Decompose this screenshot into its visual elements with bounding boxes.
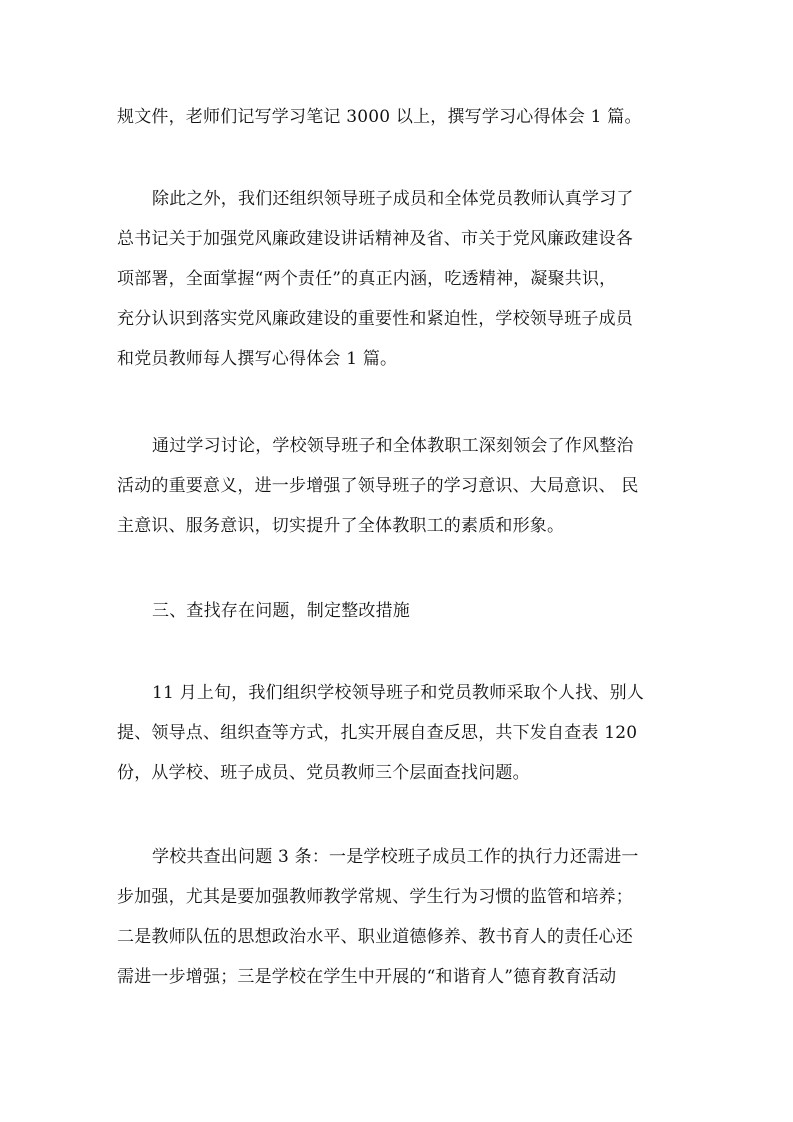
text-line: 步加强，尤其是要加强教师教学常规、学生行为习惯的监管和培养； — [117, 887, 633, 907]
text-line: 除此之外，我们还组织领导班子成员和全体党员教师认真学习了 — [152, 189, 634, 209]
paragraph-study-notes — [117, 97, 683, 137]
text-line: 学校共查出问题 3 条：一是学校班子成员工作的执行力还需进一 — [152, 847, 639, 867]
text-line: 通过学习讨论，学校领导班子和全体教职工深刻领会了作风整治 — [152, 436, 634, 456]
text-line: 活动的重要意义，进一步增强了领导班子的学习意识、大局意识、 民 — [117, 476, 639, 496]
text-line: 三、查找存在问题，制定整改措施 — [152, 601, 410, 621]
text-line: 提、领导点、组织查等方式，扎实开展自查反思，共下发自查表 120 — [117, 723, 638, 743]
text-line: 份，从学校、班子成员、党员教师三个层面查找问题。 — [117, 763, 530, 783]
text-line: 项部署，全面掌握“两个责任”的真正内涵，吃透精神，凝聚共识， — [117, 269, 617, 289]
text-line: 11 月上旬，我们组织学校领导班子和党员教师采取个人找、别人 — [152, 683, 645, 703]
text-line: 主意识、服务意识，切实提升了全体教职工的素质和形象。 — [117, 516, 565, 536]
text-line: 需进一步增强；三是学校在学生中开展的“和谐育人”德育教育活动 — [117, 967, 617, 987]
text-line: 二是教师队伍的思想政治水平、职业道德修养、教书育人的责任心还 — [117, 927, 633, 947]
paragraph-party-study — [117, 179, 683, 379]
text-line: 充分认识到落实党风廉政建设的重要性和紧迫性，学校领导班子成员 — [117, 309, 633, 329]
text-line: 总书记关于加强党风廉政建设讲话精神及省、市关于党风廉政建设各 — [117, 229, 633, 249]
paragraph-discussion — [117, 426, 683, 546]
text-line: 和党员教师每人撰写心得体会 1 篇。 — [117, 349, 398, 369]
section-heading — [117, 591, 683, 631]
paragraph-problems-found — [117, 837, 683, 997]
text-line: 规文件，老师们记写学习笔记 3000 以上，撰写学习心得体会 1 篇。 — [117, 107, 642, 127]
paragraph-self-check — [117, 673, 683, 793]
